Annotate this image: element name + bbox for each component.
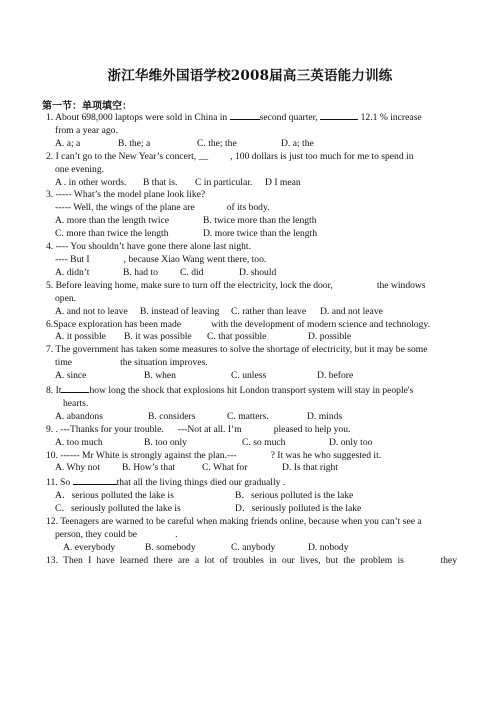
options-row — [43, 138, 457, 151]
question-stem: 12. Teenagers are warned to be careful when making friends online, because when you can’t see a person, they could be . — [46, 516, 422, 540]
option-c: C. more than twice the length — [55, 228, 169, 240]
option-c: C. What for — [202, 462, 248, 474]
option-a: A. since — [55, 370, 87, 382]
option-d: D. before — [317, 370, 354, 382]
question-5 — [43, 280, 457, 319]
options-row — [43, 437, 457, 450]
question-stem: 5. Before leaving home, make sure to turn off the electricity, lock the door, the windows open. — [46, 279, 426, 304]
option-b: B. had to — [123, 266, 158, 278]
option-b: B. instead of leaving — [140, 305, 220, 317]
option-a: A. didn’t — [55, 266, 90, 278]
options-row — [43, 177, 457, 190]
question-list — [43, 110, 457, 568]
option-b: B. somebody — [145, 541, 196, 553]
option-b: B. the; a — [118, 137, 151, 149]
option-d: D. a; the — [281, 137, 314, 149]
option-c: C．seriously polluted the lake is — [55, 503, 181, 515]
options-row — [43, 542, 457, 555]
page-title: 浙江华维外国语学校2008届高三英语能力训练 — [107, 68, 393, 84]
option-a: A. more than the length twice — [55, 215, 170, 227]
options-row — [43, 503, 457, 516]
option-c: C. the; the — [197, 137, 237, 149]
question-2 — [43, 151, 457, 190]
option-a: A. too much — [55, 436, 103, 448]
option-c: C. matters. — [227, 410, 269, 422]
options-row — [43, 267, 457, 280]
option-d: D. minds — [307, 410, 343, 422]
option-b: B that is. — [143, 176, 178, 188]
option-a: A. Why not — [55, 462, 100, 474]
option-d: D. and not leave — [320, 305, 383, 317]
option-d: D I mean — [265, 176, 301, 188]
question-7 — [43, 344, 457, 383]
option-b: B. considers — [148, 410, 196, 422]
option-c: C. so much — [242, 436, 286, 448]
option-b: B．serious polluted is the lake — [235, 490, 354, 502]
answer-blank — [73, 475, 117, 485]
options-row — [43, 306, 457, 319]
option-a: A. everybody — [63, 541, 116, 553]
option-c: C in particular. — [195, 176, 253, 188]
question-stem: 3. ----- What’s the model plane look like? — [46, 189, 206, 201]
option-d: D. should — [239, 266, 277, 278]
option-a: A. and not to leave — [55, 305, 128, 317]
question-stem: 7. The government has taken some measures to solve the shortage of electricity, but it may be some time the situation improves. — [46, 344, 428, 369]
question-stem: 1. About 698,000 laptops were sold in China in second quarter, 12.1 % increase from a year ago. — [46, 112, 422, 136]
option-c: C. unless — [231, 370, 267, 382]
question-stem-cont: ----- Well, the wings of the plane are of its body. — [55, 202, 270, 214]
question-stem: 2. I can’t go to the New Year’s concert, __ , 100 dollars is just too much for me to spend in one evening. — [46, 150, 414, 175]
question-8 — [43, 383, 457, 424]
option-b: B. twice more than the length — [203, 215, 317, 227]
option-b: B. How’s that — [122, 462, 176, 474]
question-6 — [43, 319, 457, 345]
option-d: D. possible — [308, 331, 352, 343]
options-row — [43, 215, 457, 228]
question-11 — [43, 475, 457, 516]
option-a: A. abandons — [55, 410, 103, 422]
option-d: D. only too — [329, 436, 373, 448]
options-row — [43, 370, 457, 383]
question-stem: 8. It how long the shock that explosions hit London transport system will stay in people's hearts. — [46, 385, 414, 409]
option-a: A. a; a — [55, 137, 81, 149]
option-b: B. it was possible — [124, 331, 192, 343]
option-a: A . in other words. — [55, 176, 127, 188]
option-a: A．serious polluted the lake is — [55, 490, 174, 502]
question-4 — [43, 241, 457, 280]
question-13 — [43, 555, 457, 568]
question-stem: 9. . ---Thanks for your trouble. ---Not at all. I’m pleased to help you. — [46, 423, 351, 435]
options-row — [43, 228, 457, 241]
option-d: D. Is that right — [282, 462, 338, 474]
question-3 — [43, 189, 457, 241]
question-stem: 6.Space exploration has been made with the development of modern science and technology. — [46, 318, 430, 330]
option-c: C. rather than leave — [231, 305, 307, 317]
option-a: A. it possible — [55, 331, 106, 343]
question-stem: 11. So that all the living things died our gradually . — [46, 477, 286, 489]
section-heading: 第一节：单项填空： — [42, 101, 132, 112]
option-b: B. when — [144, 370, 176, 382]
answer-blank — [320, 110, 358, 120]
option-c: C. did — [180, 266, 204, 278]
options-row — [43, 331, 457, 344]
question-stem: 13. Then I have learned there are a lot of troubles in our lives, but the problem is they — [46, 554, 457, 566]
option-c: C. that possible — [207, 331, 267, 343]
options-row — [43, 490, 457, 503]
option-d: D. nobody — [308, 541, 349, 553]
question-stem: 4. ---- You shouldn’t have gone there alone last night. — [46, 241, 251, 253]
options-row — [43, 411, 457, 424]
question-stem-cont: ---- But I , because Xiao Wang went there, too. — [55, 253, 267, 265]
options-row — [43, 462, 457, 475]
option-d: D．seriously polluted is the lake — [235, 503, 362, 515]
answer-blank — [230, 110, 260, 120]
option-c: C. anybody — [231, 541, 276, 553]
question-9 — [43, 424, 457, 450]
question-1 — [43, 110, 457, 151]
answer-blank — [61, 383, 89, 393]
option-b: B. too only — [144, 436, 187, 448]
option-d: D. more twice than the length — [203, 228, 318, 240]
question-stem: 10. ------ Mr White is strongly against the plan.--- ? It was he who suggested it. — [46, 449, 382, 461]
question-10 — [43, 450, 457, 476]
question-12 — [43, 516, 457, 555]
